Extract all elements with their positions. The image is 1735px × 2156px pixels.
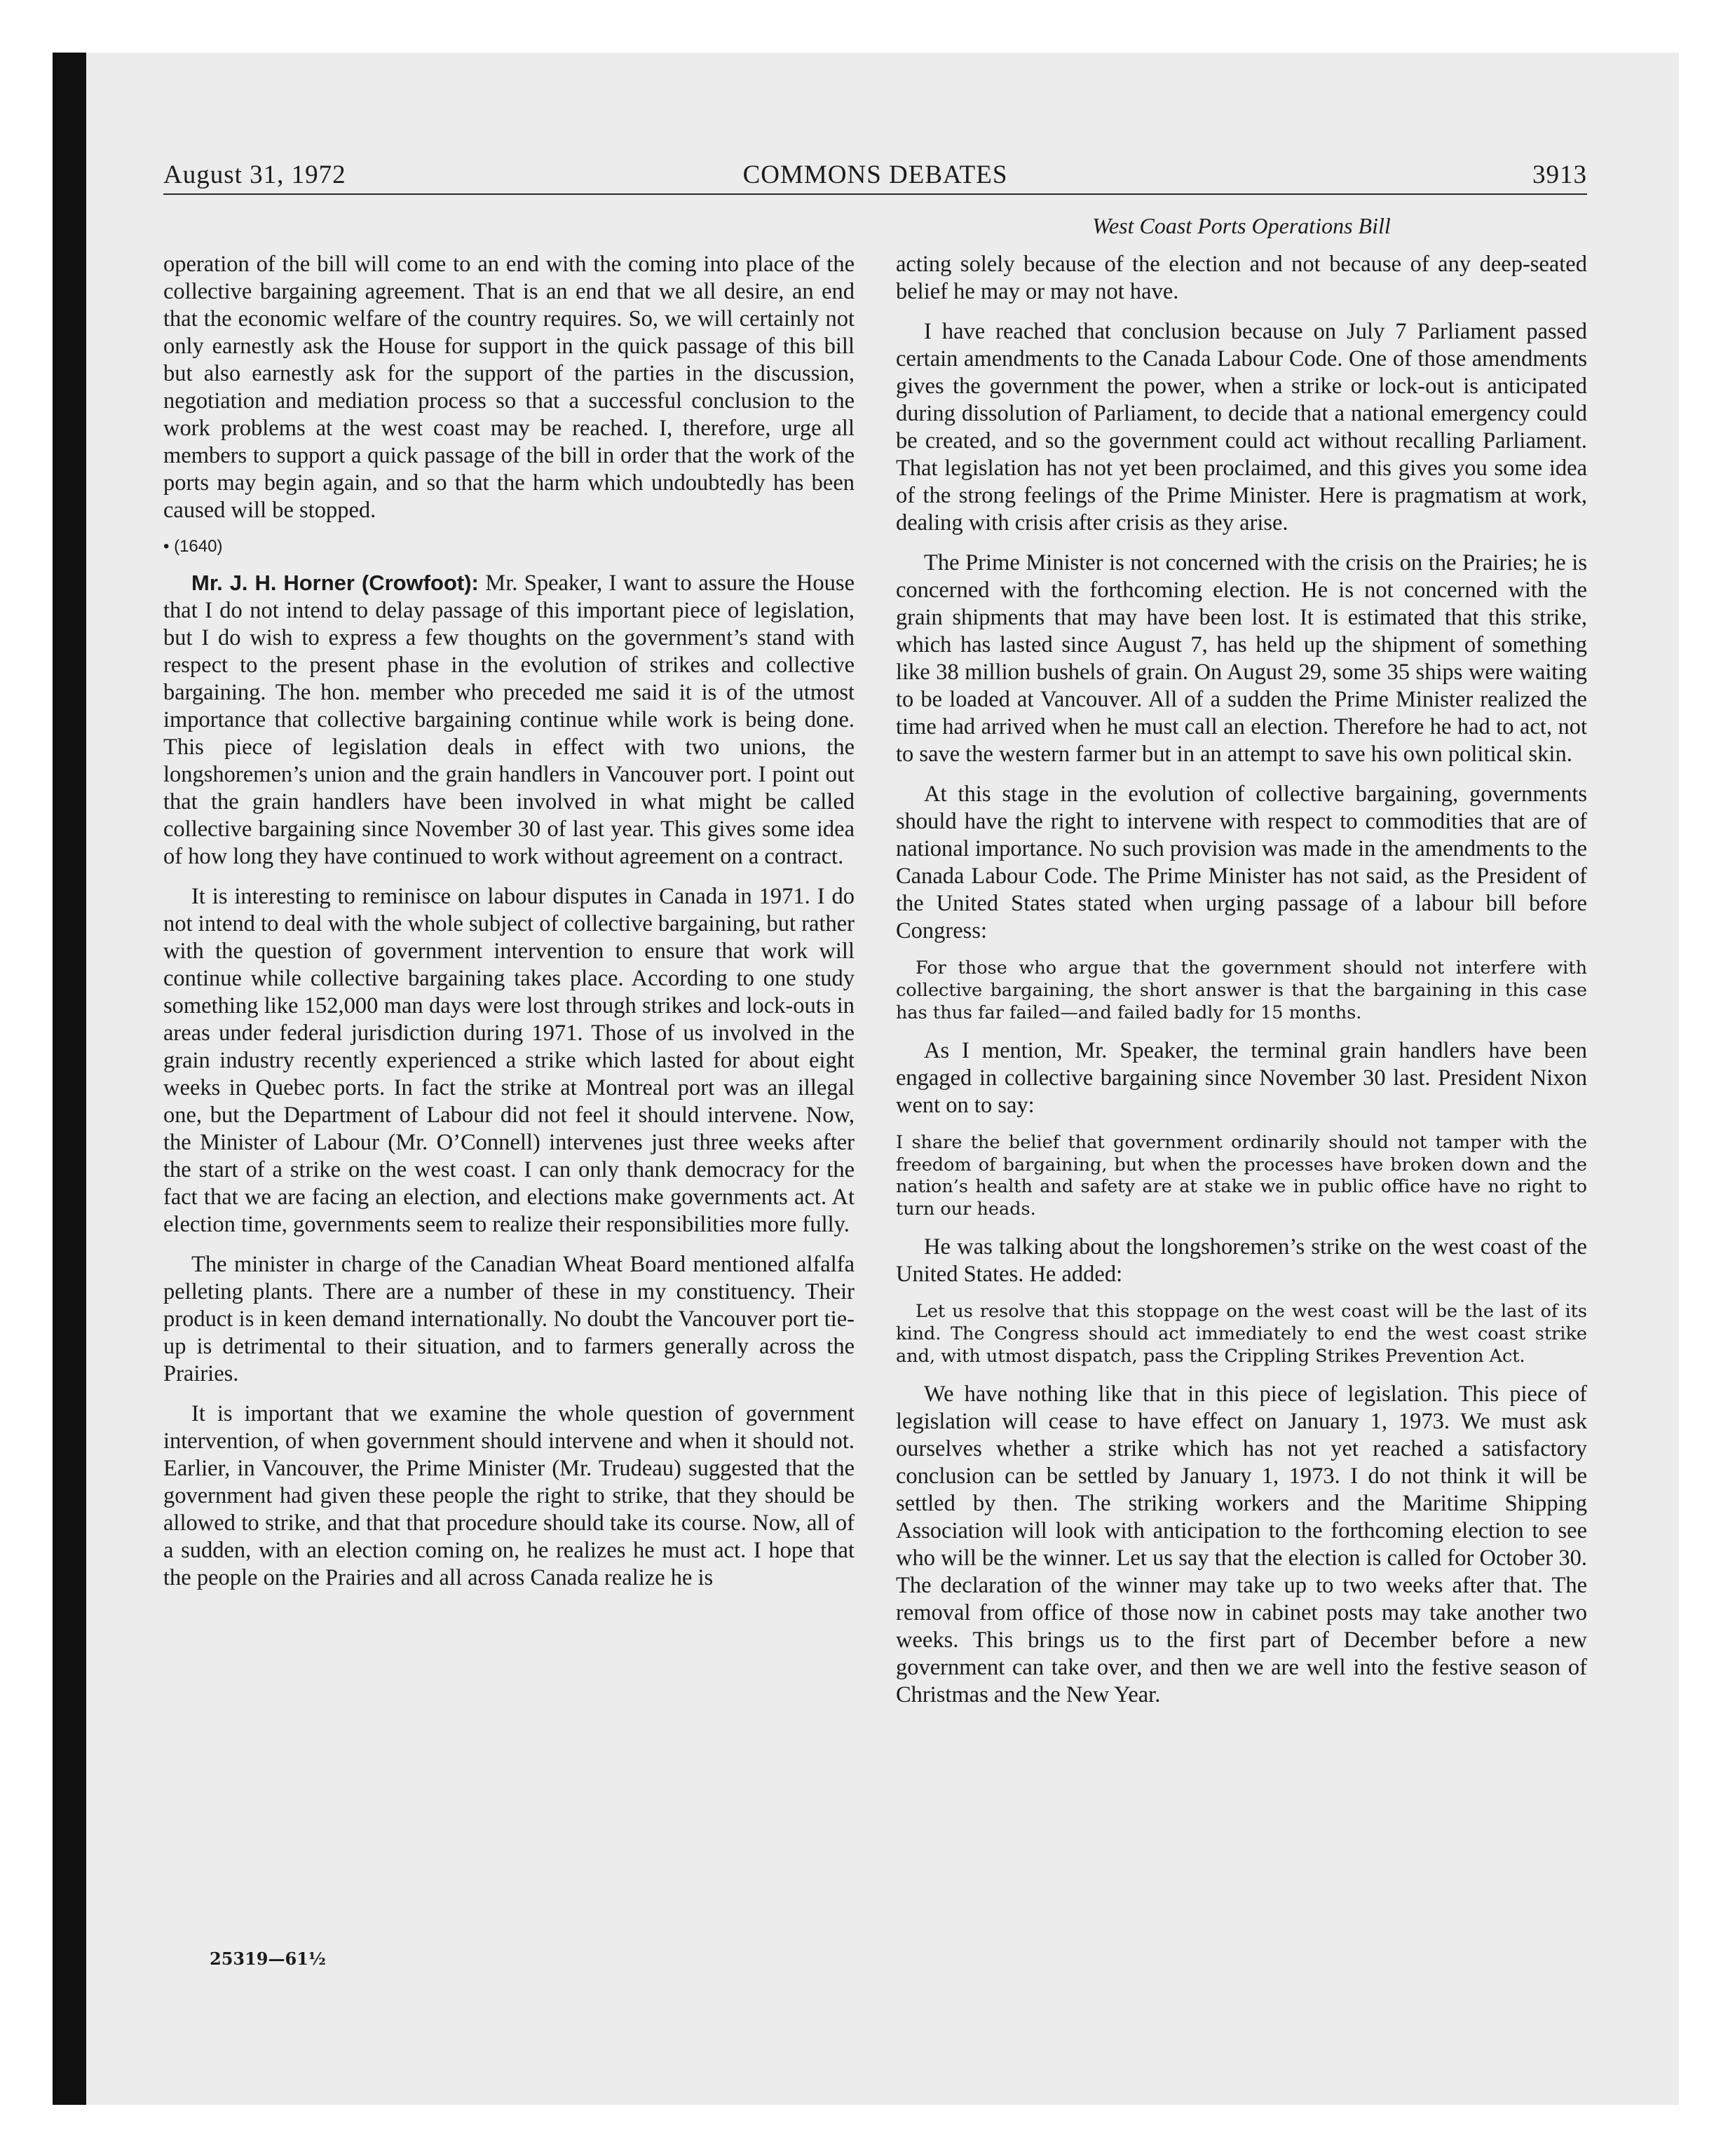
paragraph: It is interesting to reminisce on labour disputes in Canada in 1971. I do not intend to deal with the whole subject of collective bargaining, but rather with the question of government intervention to ensure that work will continue while collective bargaining takes place. According to one study something like 152,000 man days were lost through strikes and lock-outs in areas under federal jurisdiction during 1971. Those of us involved in the grain industry recently experienced a strike which lasted for about eight weeks in Quebec ports. In fact the strike at Montreal port was an illegal one, but the Department of Labour did not feel it should intervene. Now, the Minister of Labour (Mr. O’Connell) intervenes just three weeks after the start of a strike on the west coast. I can only thank democracy for the fact that we are facing an election, and elections make governments act. At election time, governments seem to realize their responsibilities more fully. [163,883,855,1237]
time-marker: • (1640) [163,537,223,556]
block-quote: I share the belief that government ordinarily should not tamper with the freedom of bargaining, but when the processes have broken down and the nation’s health and safety are at stake we in public office have no right to turn our heads. [896,1131,1587,1220]
paragraph: The minister in charge of the Canadian Wheat Board mentioned alfalfa pelleting plants. There are a number of these in my constituency. Their product is in keen demand internationally. No doubt the Vancouver port tie-up is detrimental to their situation, and to farmers generally across the Prairies. [163,1251,855,1386]
paragraph: operation of the bill will come to an end with the coming into place of the collective bargaining agreement. That is an end that we all desire, an end that the economic welfare of the country requires. So, we will certainly not only earnestly ask the House for support in the quick passage of this bill but also earnestly ask for the support of the parties in the discussion, negotiation and mediation process so that a successful conclusion to the work problems at the west coast may be reached. I, therefore, urge all members to support a quick passage of the bill in order that the work of the ports may begin again, and so that the harm which undoubtedly has been caused will be stopped. [163,252,855,523]
paragraph: At this stage in the evolution of collective bargaining, governments should have the right to intervene with respect to commodities that are of national importance. No such provision was made in the amendments to the Canada Labour Code. The Prime Minister has not said, as the President of the United States stated when urging passage of a labour bill before Congress: [896,782,1587,943]
paragraph: The Prime Minister is not concerned with the crisis on the Prairies; he is concerned with the forthcoming election. He is not concerned with the grain shipments that may have been lost. It is estimated that this strike, which has lasted since August 7, has held up the shipment of something like 38 million bushels of grain. On August 29, some 35 ships were waiting to be loaded at Vancouver. All of a sudden the Prime Minister realized the time had arrived when he must call an election. Therefore he had to act, not to save the western farmer but in an attempt to save his own political skin. [896,550,1587,767]
paragraph: acting solely because of the election and not because of any deep-seated belief he may or may not have. [896,252,1587,304]
paragraph: I have reached that conclusion because on July 7 Parliament passed certain amendments to the Canada Labour Code. One of those amendments gives the government the power, when a strike or lock-out is anticipated during dissolution of Parliament, to decide that a national emergency could be created, and so the government could act without recalling Parliament. That legislation has not yet been proclaimed, and this gives you some idea of the strong feelings of the Prime Minister. Here is pragmatism at work, dealing with crisis after crisis as they arise. [896,319,1587,535]
speaker-paragraph [163,570,855,871]
left-column [163,251,855,1604]
speaker-name: Mr. J. H. Horner (Crowfoot): [191,570,479,595]
page-number: 3913 [1532,161,1587,189]
block-quote: Let us resolve that this stoppage on the west coast will be the last of its kind. The Congress should act immediately to end the west coast strike and, with utmost dispatch, pass the Crippling Strikes Prevention Act. [896,1301,1587,1367]
block-quote: For those who argue that the government should not interfere with collective bargaining, the short answer is that the bargaining in this case has thus far failed—and failed badly for 15 months. [896,957,1587,1023]
paragraph: As I mention, Mr. Speaker, the terminal grain handlers have been engaged in collective bargaining since November 30 last. President Nixon went on to say: [896,1037,1587,1118]
page-header [163,160,1587,193]
printer-signature: 25319—61½ [210,1949,326,1969]
speech-text: Mr. Speaker, I want to assure the House that I do not intend to delay passage of this important piece of legislation, but I do wish to express a few thoughts on the government’s stand with respect to the present phase in the evolution of strikes and collective bargaining. The hon. member who preceded me said it is of the utmost importance that collective bargaining continue while work is being done. This piece of legislation deals in effect with two unions, the longshoremen’s union and the grain handlers in Vancouver port. I point out that the grain handlers have been involved in what might be called collective bargaining since November 30 of last year. This gives some idea of how long they have continued to work without agreement on a contract. [163,570,855,869]
right-column [896,251,1587,1721]
header-rule [163,193,1587,195]
paragraph: He was talking about the longshoremen’s strike on the west coast of the United States. He added: [896,1234,1587,1288]
header-date: August 31, 1972 [163,161,346,189]
running-head: West Coast Ports Operations Bill [1092,213,1391,238]
paragraph: It is important that we examine the whole question of government intervention, of when government should intervene and when it should not. Earlier, in Vancouver, the Prime Minister (Mr. Trudeau) suggested that the government had given these people the right to strike, that they should be allowed to strike, and that that procedure should take its course. Now, all of a sudden, with an election coming on, he realizes he must act. I hope that the people on the Prairies and all across Canada realize he is [163,1400,855,1590]
publication-title: COMMONS DEBATES [742,161,1008,189]
binding-edge [53,53,86,2105]
paragraph: We have nothing like that in this piece of legislation. This piece of legislation will cease to have effect on January 1, 1973. We must ask ourselves whether a strike which has not yet reached a satisfactory conclusion can be settled by January 1, 1973. I do not think it will be settled by then. The striking workers and the Maritime Shipping Association will look with anticipation to the forthcoming election to see who will be the winner. Let us say that the election is called for October 30. The declaration of the winner may take up to two weeks after that. The removal from office of those now in cabinet posts may take another two weeks. This brings us to the first part of December before a new government can take over, and then we are well into the festive season of Christmas and the New Year. [896,1381,1587,1707]
